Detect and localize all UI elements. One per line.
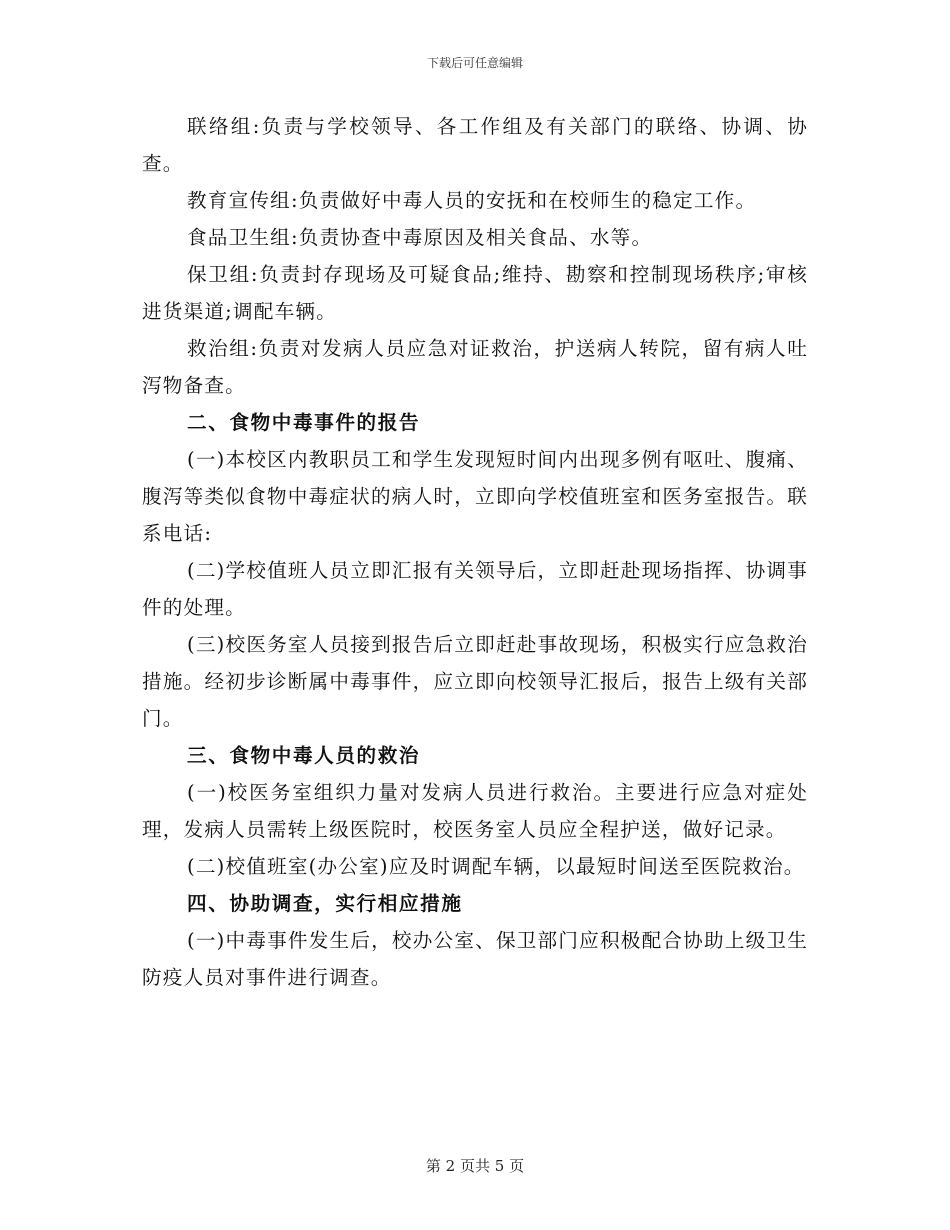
document-body	[142, 108, 808, 996]
paragraph-liaison-group: 联络组:负责与学校领导、各工作组及有关部门的联络、协调、协查。	[142, 115, 808, 175]
paragraph-report-1: (一)本校区内教职员工和学生发现短时间内出现多例有呕吐、腹痛、腹泻等类似食物中毒症状的病人时，立即向学校值班室和医务室报告。联系电话:	[142, 448, 808, 545]
paragraph-treatment-2: (二)校值班室(办公室)应及时调配车辆，以最短时间送至医院救治。	[187, 855, 805, 878]
section-heading-investigation: 四、协助调查，实行相应措施	[187, 892, 463, 915]
paragraph-rescue-group: 救治组:负责对发病人员应急对证救治，护送病人转院，留有病人吐泻物备查。	[142, 337, 808, 397]
paragraph-food-hygiene-group: 食品卫生组:负责协查中毒原因及相关食品、水等。	[187, 226, 653, 249]
paragraph-report-3: (三)校医务室人员接到报告后立即赶赴事故现场，积极实行应急救治措施。经初步诊断属中毒事件，应立即向校领导汇报后，报告上级有关部门。	[142, 633, 808, 730]
page-footer: 第 2 页共 5 页	[425, 1157, 525, 1175]
paragraph-report-2: (二)学校值班人员立即汇报有关领导后，立即赶赴现场指挥、协调事件的处理。	[142, 559, 808, 619]
section-heading-treatment: 三、食物中毒人员的救治	[187, 744, 421, 767]
section-heading-report: 二、食物中毒事件的报告	[187, 411, 421, 434]
paragraph-security-group: 保卫组:负责封存现场及可疑食品;维持、勘察和控制现场秩序;审核进货渠道;调配车辆。	[142, 263, 808, 323]
paragraph-treatment-1: (一)校医务室组织力量对发病人员进行救治。主要进行应急对症处理，发病人员需转上级医院时，校医务室人员应全程护送，做好记录。	[142, 781, 808, 841]
paragraph-investigation-1: (一)中毒事件发生后，校办公室、保卫部门应积极配合协助上级卫生防疫人员对事件进行调查。	[142, 929, 808, 989]
paragraph-education-group: 教育宣传组:负责做好中毒人员的安抚和在校师生的稳定工作。	[187, 189, 757, 212]
page-header: 下载后可任意编辑	[426, 56, 523, 70]
